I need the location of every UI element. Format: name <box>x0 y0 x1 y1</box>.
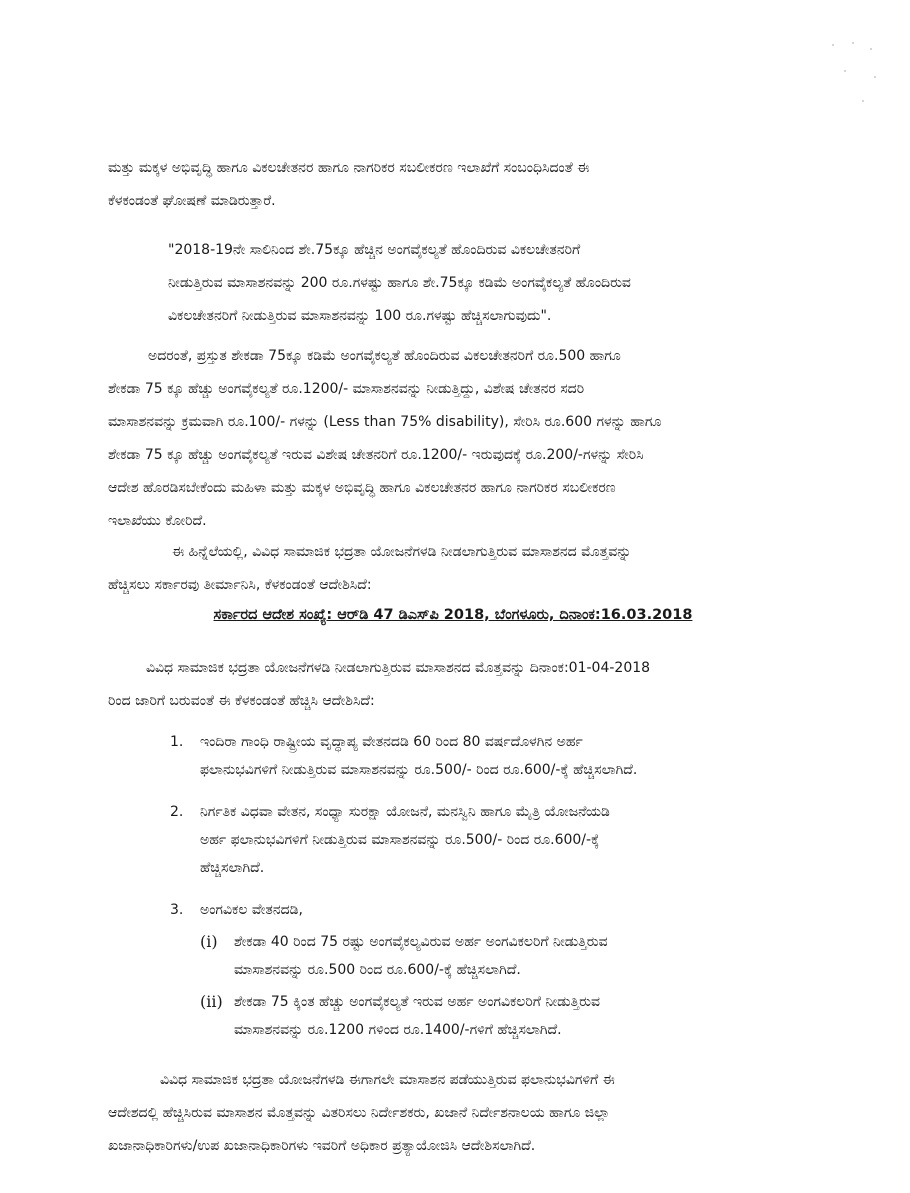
text-line: ಹೆಚ್ಚಿಸಲಾಗಿದೆ. <box>200 860 265 876</box>
text-line: ಮಾಸಾಶನವನ್ನು ರೂ.1200 ಗಳಿಂದ ರೂ.1400/-ಗಳಿಗೆ ಹೆಚ್ಚಿಸಲಾಗಿದೆ. <box>234 1022 562 1038</box>
text-line: ವಿಕಲಚೇತನರಿಗೆ ನೀಡುತ್ತಿರುವ ಮಾಸಾಶನವನ್ನು 100 ರೂ.ಗಳಷ್ಟು ಹೆಚ್ಚಿಸಲಾಗುವುದು". <box>168 308 552 324</box>
list-item <box>170 896 800 1044</box>
paragraph-intro <box>108 152 798 218</box>
list-number: 3. <box>170 902 184 918</box>
order-list <box>170 728 800 1058</box>
paragraph-closing <box>108 1064 798 1163</box>
list-item <box>170 728 800 784</box>
text-line: ರಿಂದ ಜಾರಿಗೆ ಬರುವಂತೆ ಈ ಕೆಳಕಂಡಂತೆ ಹೆಚ್ಚಿಸಿ ಆದೇಶಿಸಿದೆ: <box>108 693 375 709</box>
text-line: ವಿವಿಧ ಸಾಮಾಜಿಕ ಭದ್ರತಾ ಯೋಜನೆಗಳಡಿ ಈಗಾಗಲೇ ಮಾಸಾಶನ ಪಡೆಯುತ್ತಿರುವ ಫಲಾನುಭವಿಗಳಿಗೆ ಈ <box>160 1072 615 1088</box>
order-heading: ಸರ್ಕಾರದ ಆದೇಶ ಸಂಖ್ಯೆ: ಆರ್‌ಡಿ 47 ಡಿಎಸ್‌ಪಿ 2018, ಬೆಂಗಳೂರು, ದಿನಾಂಕ:16.03.2018 <box>213 607 693 623</box>
text-line: ಈ ಹಿನ್ನೆಲೆಯಲ್ಲಿ, ವಿವಿಧ ಸಾಮಾಜಿಕ ಭದ್ರತಾ ಯೋಜನೆಗಳಡಿ ನೀಡಲಾಗುತ್ತಿರುವ ಮಾಸಾಶನದ ಮೊತ್ತವನ್ನು <box>172 544 632 560</box>
list-number: 2. <box>170 804 184 820</box>
list-item <box>170 798 800 882</box>
text-line: ಮಾಸಾಶನವನ್ನು ಕ್ರಮವಾಗಿ ರೂ.100/- ಗಳನ್ನು (Less than 75% disability), ಸೇರಿಸಿ ರೂ.600 ಗಳನ್ನು ಹಾಗೂ <box>108 414 662 430</box>
text-line: ಶೇಕಡಾ 75 ಕ್ಕೂ ಹೆಚ್ಚು ಅಂಗವೈಕಲ್ಯತೆ ಇರುವ ವಿಶೇಷ ಚೇತನರಿಗೆ ರೂ.1200/- ಇರುವುದಕ್ಕೆ ರೂ.200/-ಗಳನ್ನು ಸೇರಿಸಿ <box>108 447 644 463</box>
text-line: ಇಂದಿರಾ ಗಾಂಧಿ ರಾಷ್ಟ್ರೀಯ ವೃದ್ಧಾಪ್ಯ ವೇತನದಡಿ 60 ರಿಂದ 80 ವರ್ಷದೊಳಗಿನ ಅರ್ಹ <box>200 734 583 750</box>
sub-list-number: (ii) <box>200 992 223 1011</box>
paragraph-background <box>108 536 798 602</box>
text-line: ಫಲಾನುಭವಿಗಳಿಗೆ ನೀಡುತ್ತಿರುವ ಮಾಸಾಶನವನ್ನು ರೂ.500/- ರಿಂದ ರೂ.600/-ಕ್ಕೆ ಹೆಚ್ಚಿಸಲಾಗಿದೆ. <box>200 762 638 778</box>
text-line: ನೀಡುತ್ತಿರುವ ಮಾಸಾಶನವನ್ನು 200 ರೂ.ಗಳಷ್ಟು ಹಾಗೂ ಶೇ.75ಕ್ಕೂ ಕಡಿಮೆ ಅಂಗವೈಕಲ್ಯತೆ ಹೊಂದಿರುವ <box>168 275 631 291</box>
text-line: ಇಲಾಖೆಯು ಕೋರಿದೆ. <box>108 513 207 529</box>
text-line: ನಿರ್ಗತಿಕ ವಿಧವಾ ವೇತನ, ಸಂಧ್ಯಾ ಸುರಕ್ಷಾ ಯೋಜನೆ, ಮನಸ್ವಿನಿ ಹಾಗೂ ಮೈತ್ರಿ ಯೋಜನೆಯಡಿ <box>200 804 610 820</box>
quote-block <box>168 234 788 333</box>
text-line: ಕೆಳಕಂಡಂತೆ ಘೋಷಣೆ ಮಾಡಿರುತ್ತಾರೆ. <box>108 193 276 209</box>
text-line: ಅಂಗವಿಕಲ ವೇತನದಡಿ, <box>200 902 303 918</box>
sub-list-item <box>200 928 800 984</box>
text-line: ಶೇಕಡಾ 40 ರಿಂದ 75 ರಷ್ಟು ಅಂಗವೈಕಲ್ಯವಿರುವ ಅರ್ಹ ಅಂಗವಿಕಲರಿಗೆ ನೀಡುತ್ತಿರುವ <box>234 934 608 950</box>
scan-specks <box>822 40 882 110</box>
text-line: ಮತ್ತು ಮಕ್ಕಳ ಅಭಿವೃದ್ಧಿ ಹಾಗೂ ವಿಕಲಚೇತನರ ಹಾಗೂ ನಾಗರಿಕರ ಸಬಲೀಕರಣ ಇಲಾಖೆಗೆ ಸಂಬಂಧಿಸಿದಂತೆ ಈ <box>108 160 590 176</box>
text-line: "2018-19ನೇ ಸಾಲಿನಿಂದ ಶೇ.75ಕ್ಕೂ ಹೆಚ್ಚಿನ ಅಂಗವೈಕಲ್ಯತೆ ಹೊಂದಿರುವ ವಿಕಲಚೇತನರಿಗೆ <box>168 242 581 258</box>
text-line: ಶೇಕಡಾ 75 ಕ್ಕಿಂತ ಹೆಚ್ಚು ಅಂಗವೈಕಲ್ಯತೆ ಇರುವ ಅರ್ಹ ಅಂಗವಿಕಲರಿಗೆ ನೀಡುತ್ತಿರುವ <box>234 994 600 1010</box>
text-line: ಖಜಾನಾಧಿಕಾರಿಗಳು/ಉಪ ಖಜಾನಾಧಿಕಾರಿಗಳು ಇವರಿಗೆ ಅಧಿಕಾರ ಪ್ರತ್ಯಾಯೋಜಿಸಿ ಆದೇಶಿಸಲಾಗಿದೆ. <box>108 1138 536 1154</box>
text-line: ಆದೇಶ ಹೊರಡಿಸಬೇಕೆಂದು ಮಹಿಳಾ ಮತ್ತು ಮಕ್ಕಳ ಅಭಿವೃದ್ಧಿ ಹಾಗೂ ವಿಕಲಚೇತನರ ಹಾಗೂ ನಾಗರಿಕರ ಸಬಲೀಕರಣ <box>108 480 616 496</box>
sub-list-number: (i) <box>200 932 218 951</box>
text-line: ಅದರಂತೆ, ಪ್ರಸ್ತುತ ಶೇಕಡಾ 75ಕ್ಕೂ ಕಡಿಮೆ ಅಂಗವೈಕಲ್ಯತೆ ಹೊಂದಿರುವ ವಿಕಲಚೇತನರಿಗೆ ರೂ.500 ಹಾಗೂ <box>148 348 621 364</box>
text-line: ಮಾಸಾಶನವನ್ನು ರೂ.500 ರಿಂದ ರೂ.600/-ಕ್ಕೆ ಹೆಚ್ಚಿಸಲಾಗಿದೆ. <box>234 962 521 978</box>
sub-list-item <box>200 988 800 1044</box>
paragraph-accordingly <box>108 340 798 538</box>
text-line: ಆದೇಶದಲ್ಲಿ ಹೆಚ್ಚಿಸಿರುವ ಮಾಸಾಶನ ಮೊತ್ತವನ್ನು ವಿತರಿಸಲು ನಿರ್ದೇಶಕರು, ಖಜಾನೆ ನಿರ್ದೇಶನಾಲಯ ಹಾಗೂ ಜಿಲ್ಲಾ <box>108 1105 610 1121</box>
text-line: ಹೆಚ್ಚಿಸಲು ಸರ್ಕಾರವು ತೀರ್ಮಾನಿಸಿ, ಕೆಳಕಂಡಂತೆ ಆದೇಶಿಸಿದೆ: <box>108 577 372 593</box>
paragraph-order <box>108 652 798 718</box>
text-line: ವಿವಿಧ ಸಾಮಾಜಿಕ ಭದ್ರತಾ ಯೋಜನೆಗಳಡಿ ನೀಡಲಾಗುತ್ತಿರುವ ಮಾಸಾಶನದ ಮೊತ್ತವನ್ನು ದಿನಾಂಕ:01-04-2018 <box>146 660 651 676</box>
text-line: ಶೇಕಡಾ 75 ಕ್ಕೂ ಹೆಚ್ಚು ಅಂಗವೈಕಲ್ಯತೆ ರೂ.1200/- ಮಾಸಾಶನವನ್ನು ನೀಡುತ್ತಿದ್ದು, ವಿಶೇಷ ಚೇತನರ ಸದರಿ <box>108 381 585 397</box>
text-line: ಅರ್ಹ ಫಲಾನುಭವಿಗಳಿಗೆ ನೀಡುತ್ತಿರುವ ಮಾಸಾಶನವನ್ನು ರೂ.500/- ರಿಂದ ರೂ.600/-ಕ್ಕೆ <box>200 832 600 848</box>
list-number: 1. <box>170 734 184 750</box>
